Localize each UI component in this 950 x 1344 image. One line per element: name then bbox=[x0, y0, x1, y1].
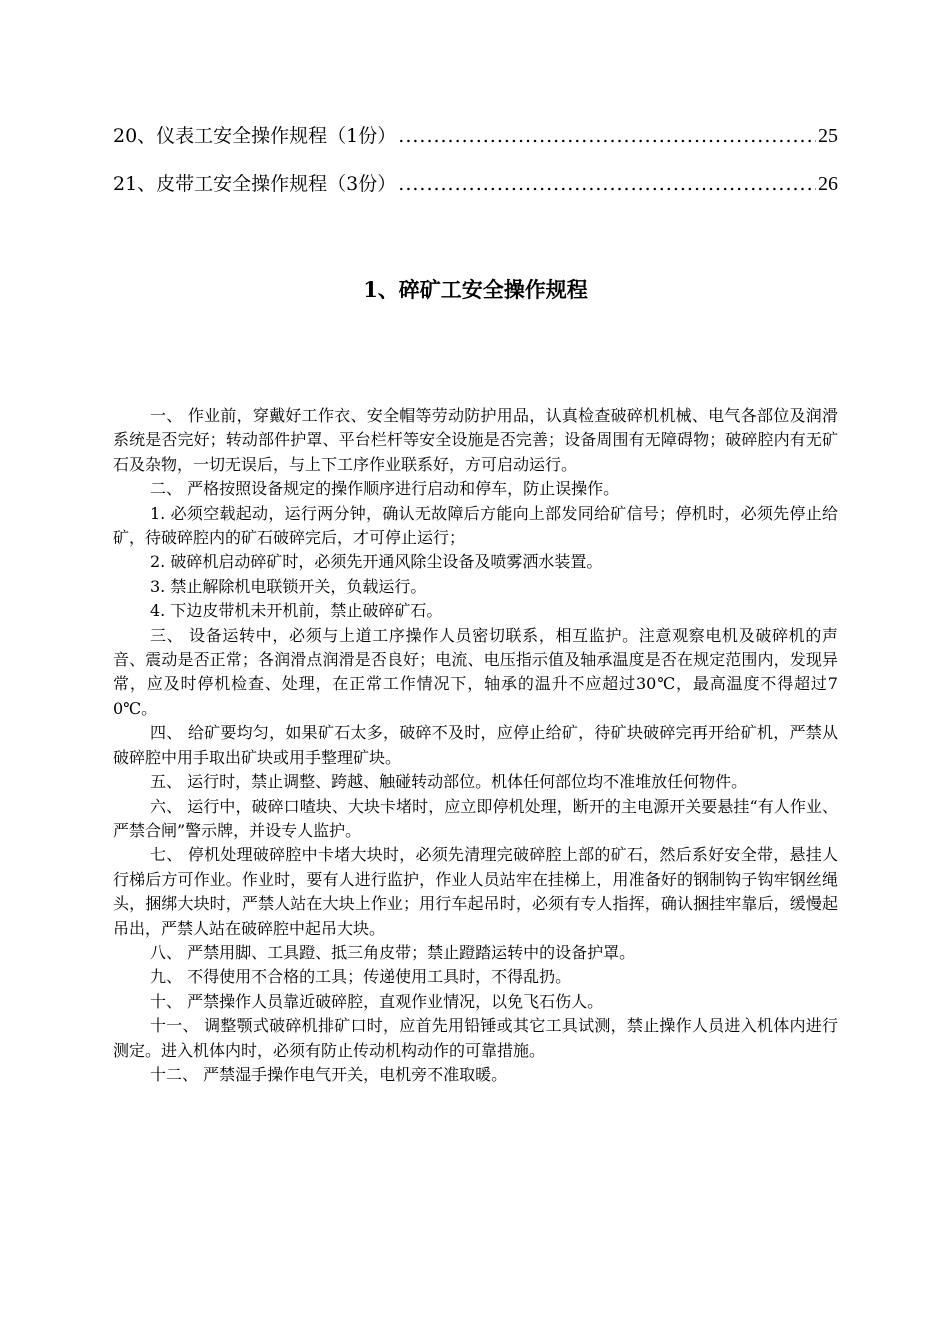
toc-dot-leader bbox=[398, 122, 816, 150]
toc-entry-page: 26 bbox=[818, 173, 838, 195]
paragraph: 八、 严禁用脚、工具蹬、抵三角皮带；禁止蹬踏运转中的设备护罩。 bbox=[150, 942, 636, 962]
paragraph: 七、 停机处理破碎腔中卡堵大块时，必须先清理完破碎腔上部的矿石，然后系好安全带，悬挂人行梯后方可作业。作业时，要有人进行监护，作业人员站牢在挂梯上，用准备好的钢制钩子钩牢钢丝绳头，捆绑大块时，严禁人站在大块上作业；用行车起吊时，必须有专人指挥，确认捆挂牢靠后，缓慢起吊出，严禁人站在破碎腔中起吊大块。 bbox=[113, 845, 838, 938]
toc-entry-title: 20、仪表工安全操作规程（1份） bbox=[113, 125, 397, 147]
paragraph: 3. 禁止解除机电联锁开关，负载运行。 bbox=[150, 576, 427, 596]
paragraph: 1. 必须空载起动，运行两分钟，确认无故障后方能向上部发同给矿信号；停机时，必须先停止给矿，待破碎腔内的矿石破碎完后，才可停止运行； bbox=[113, 503, 838, 548]
paragraph: 4. 下边皮带机未开机前，禁止破碎矿石。 bbox=[150, 601, 443, 621]
paragraph: 三、 设备运转中，必须与上道工序操作人员密切联系，相互监护。注意观察电机及破碎机的声音、震动是否正常；各润滑点润滑是否良好；电流、电压指示值及轴承温度是否在规定范围内，发现异常，应及时停机检查、处理，在正常工作情况下，轴承的温升不应超过30℃，最高温度不得超过70℃。 bbox=[113, 625, 838, 718]
paragraph: 四、 给矿要均匀，如果矿石太多，破碎不及时，应停止给矿，待矿块破碎完再开给矿机，严禁从破碎腔中用手取出矿块或用手整理矿块。 bbox=[113, 723, 838, 767]
paragraph: 九、 不得使用不合格的工具；传递使用工具时，不得乱扔。 bbox=[150, 967, 572, 987]
toc-dot-leader bbox=[398, 170, 816, 198]
paragraph: 六、 运行中，破碎口喳块、大块卡堵时，应立即停机处理，断开的主电源开关要悬挂“有人作业、严禁合闸”警示牌，并设专人监护。 bbox=[113, 796, 838, 840]
toc-entry-title: 21、皮带工安全操作规程（3份） bbox=[113, 173, 397, 195]
paragraph: 二、 严格按照设备规定的操作顺序进行启动和停车，防止误操作。 bbox=[150, 479, 620, 499]
paragraph: 一、 作业前，穿戴好工作衣、安全帽等劳动防护用品，认真检查破碎机机械、电气各部位及润滑系统是否完好；转动部件护罩、平台栏杆等安全设施是否完善；设备周围有无障碍物；破碎腔内有无矿石及杂物，一切无误后，与上下工序作业联系好，方可启动运行。 bbox=[113, 406, 838, 474]
section-title: 1、碎矿工安全操作规程 bbox=[363, 277, 588, 302]
toc-entry[interactable] bbox=[113, 170, 838, 218]
table-of-contents bbox=[113, 122, 838, 218]
paragraph: 2. 破碎机启动碎矿时，必须先开通风除尘设备及喷雾洒水装置。 bbox=[150, 552, 603, 572]
toc-entry[interactable] bbox=[113, 122, 838, 170]
toc-entry-page: 25 bbox=[818, 125, 838, 147]
paragraph: 十一、 调整颚式破碎机排矿口时，应首先用铅锤或其它工具试测，禁止操作人员进入机体内进行测定。进入机体内时，必须有防止传动机构动作的可靠措施。 bbox=[113, 1016, 838, 1060]
paragraph: 十二、 严禁湿手操作电气开关，电机旁不准取暖。 bbox=[150, 1064, 508, 1084]
paragraph: 十、 严禁操作人员靠近破碎腔，直观作业情况，以免飞石伤人。 bbox=[150, 991, 604, 1011]
regulation-body bbox=[113, 404, 838, 1087]
paragraph: 五、 运行时，禁止调整、跨越、触碰转动部位。机体任何部位均不准堆放任何物件。 bbox=[150, 772, 748, 792]
